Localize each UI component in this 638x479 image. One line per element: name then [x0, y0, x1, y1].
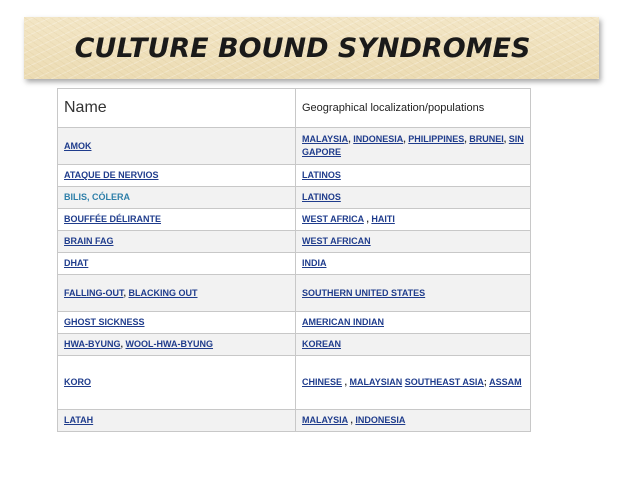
region-link[interactable]: KOREAN	[302, 339, 342, 349]
separator-text: ,	[342, 377, 350, 387]
syndrome-name-cell	[58, 209, 296, 231]
table-body	[58, 128, 531, 432]
table-row	[58, 209, 531, 231]
column-header-name: Name	[58, 89, 296, 128]
geo-cell	[296, 334, 531, 356]
syndrome-name-cell	[58, 356, 296, 410]
syndrome-link[interactable]: GHOST SICKNESS	[64, 317, 145, 327]
table-row	[58, 410, 531, 432]
separator-text: ,	[403, 134, 409, 144]
syndrome-link[interactable]: FALLING-OUT	[64, 287, 124, 298]
region-link[interactable]: MALAYSIAN	[349, 377, 403, 387]
separator-text: ,	[347, 415, 356, 425]
syndrome-link[interactable]: BRAIN FAG	[64, 236, 114, 246]
syndrome-link[interactable]: BOUFFÉE DÉLIRANTE	[64, 214, 162, 224]
syndrome-link[interactable]: WOOL-HWA-BYUNG	[125, 339, 214, 349]
syndrome-name-cell	[58, 128, 296, 165]
region-link[interactable]: INDIA	[302, 258, 327, 268]
region-link[interactable]: SOUTHERN UNITED STATES	[302, 287, 426, 298]
geo-cell	[296, 275, 531, 312]
separator-text: ,	[123, 287, 129, 298]
syndrome-link[interactable]: BLACKING OUT	[128, 287, 198, 298]
separator-text: ,	[503, 134, 509, 144]
region-link[interactable]: MALAYSIA	[302, 415, 348, 425]
separator-text: ,	[348, 134, 354, 144]
column-header-geo: Geographical localization/populations	[296, 89, 531, 128]
slide-title: CULTURE BOUND SYNDROMES	[74, 32, 531, 64]
geo-cell	[296, 312, 531, 334]
syndrome-link[interactable]: AMOK	[64, 140, 92, 151]
syndrome-link[interactable]: DHAT	[64, 258, 89, 268]
geo-cell	[296, 209, 531, 231]
syndrome-link[interactable]: KORO	[64, 377, 91, 387]
syndrome-name-cell	[58, 187, 296, 209]
region-link[interactable]: BRUNEI	[469, 134, 504, 144]
syndrome-name-cell	[58, 231, 296, 253]
syndromes-table	[57, 88, 531, 432]
syndrome-link[interactable]: LATAH	[64, 415, 94, 425]
separator-text: ,	[363, 214, 372, 224]
region-link[interactable]: WEST AFRICAN	[302, 236, 371, 246]
syndrome-name-cell	[58, 165, 296, 187]
region-link[interactable]: LATINOS	[302, 170, 341, 180]
table-row	[58, 356, 531, 410]
region-link[interactable]: AMERICAN INDIAN	[302, 317, 384, 327]
table-row	[58, 275, 531, 312]
syndrome-link[interactable]: HWA-BYUNG	[64, 339, 121, 349]
region-link[interactable]: SINGAPORE	[302, 134, 524, 157]
table-row	[58, 312, 531, 334]
table-row	[58, 187, 531, 209]
syndrome-name-cell	[58, 275, 296, 312]
table-row	[58, 128, 531, 165]
region-link[interactable]: SOUTHEAST ASIA	[404, 377, 484, 387]
table-row	[58, 231, 531, 253]
region-link[interactable]: PHILIPPINES	[408, 134, 465, 144]
syndrome-link[interactable]: ATAQUE DE NERVIOS	[64, 170, 159, 180]
region-link[interactable]: HAITI	[371, 214, 395, 224]
region-link[interactable]: INDONESIA	[355, 415, 406, 425]
geo-cell	[296, 128, 531, 165]
geo-cell	[296, 187, 531, 209]
table-row	[58, 253, 531, 275]
syndrome-name-cell	[58, 312, 296, 334]
separator-text: ,	[464, 134, 470, 144]
syndrome-name-cell	[58, 334, 296, 356]
geo-cell	[296, 253, 531, 275]
table-header-row	[58, 89, 531, 128]
region-link[interactable]: MALAYSIA	[302, 134, 349, 144]
region-link[interactable]: WEST AFRICA	[302, 214, 364, 224]
geo-cell	[296, 231, 531, 253]
syndrome-name-cell	[58, 410, 296, 432]
geo-cell	[296, 165, 531, 187]
separator-text: ,	[120, 339, 126, 349]
region-link[interactable]: LATINOS	[302, 192, 341, 202]
region-link[interactable]: ASSAM	[489, 377, 522, 387]
geo-cell	[296, 356, 531, 410]
region-link[interactable]: CHINESE	[302, 377, 343, 387]
table-row	[58, 334, 531, 356]
geo-cell	[296, 410, 531, 432]
separator-text: ;	[483, 377, 490, 387]
syndrome-text: BILIS, CÓLERA	[64, 192, 131, 202]
table-row	[58, 165, 531, 187]
syndrome-name-cell	[58, 253, 296, 275]
title-banner	[24, 17, 599, 79]
region-link[interactable]: INDONESIA	[353, 134, 404, 144]
